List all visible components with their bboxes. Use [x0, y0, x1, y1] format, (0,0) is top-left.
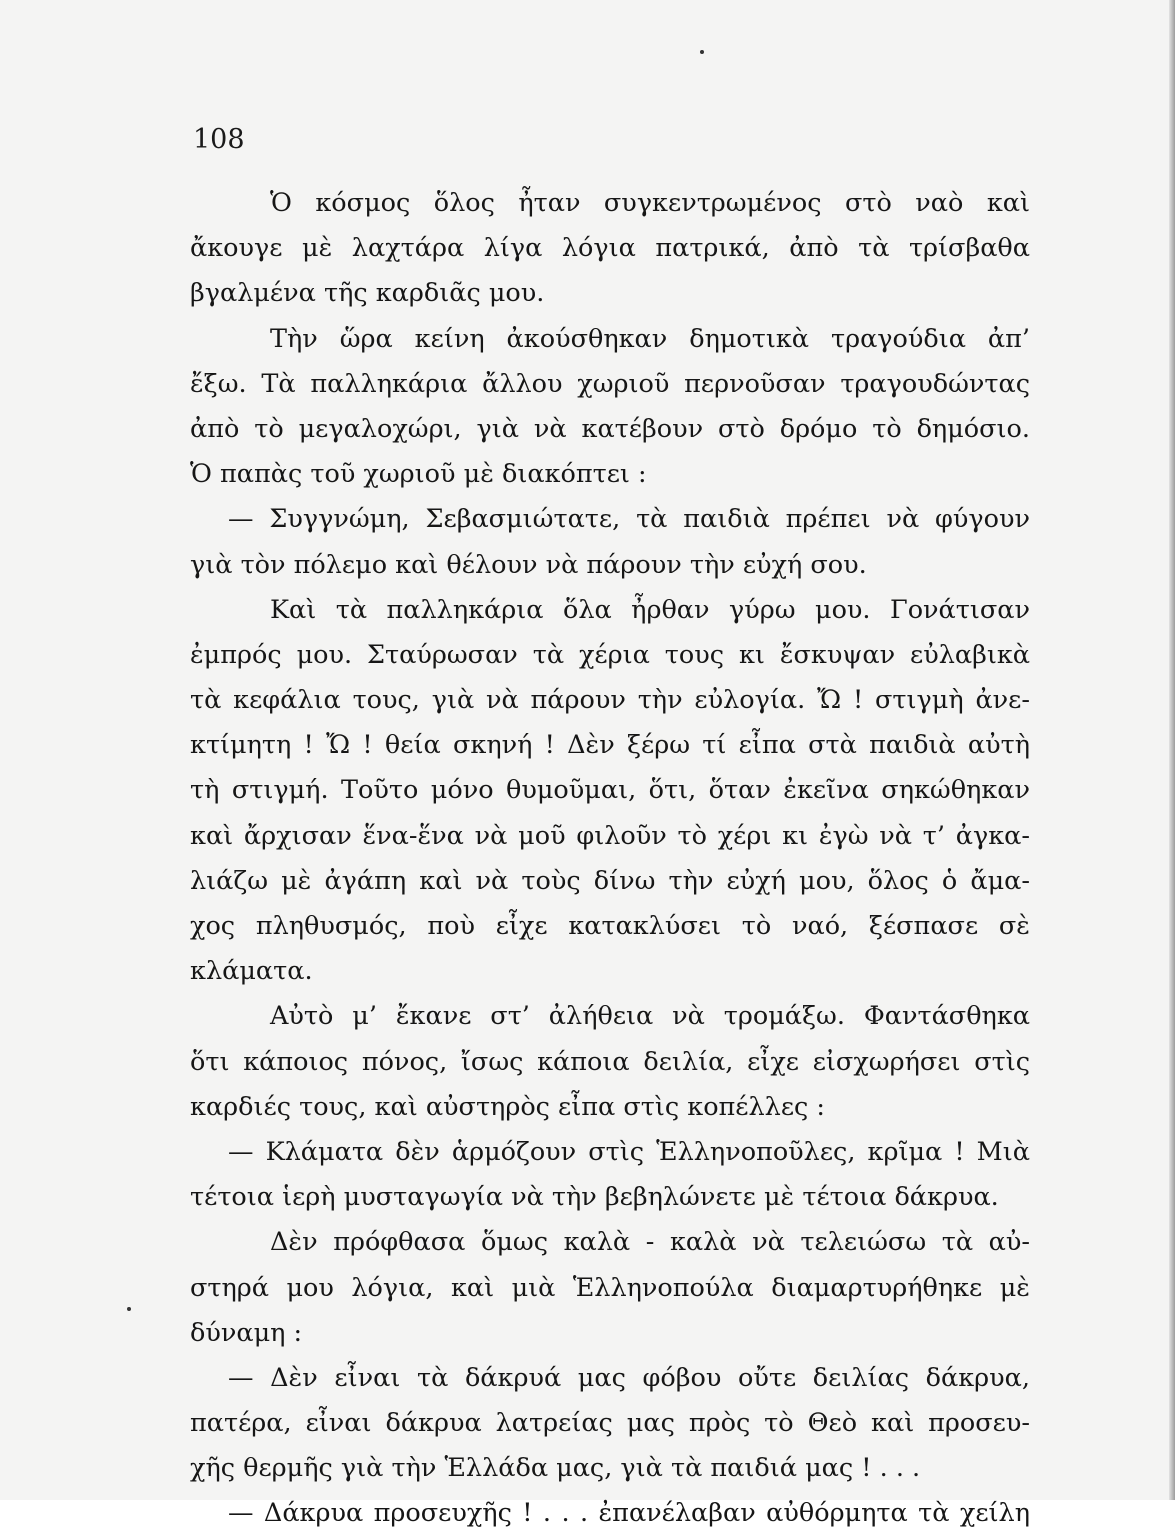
text-line: — Συγγνώμη, Σεβασμιώτατε, τὰ παιδιὰ πρέπει νὰ φύγουν	[228, 504, 1030, 535]
text-line: κλάματα.	[190, 956, 313, 987]
scan-speck	[127, 1307, 131, 1311]
text-line: χος πληθυσμός, ποὺ εἶχε κατακλύσει τὸ ναό, ξέσπασε σὲ	[190, 911, 1030, 941]
page-number: 108	[193, 124, 245, 155]
text-line: τὰ κεφάλια τους, γιὰ νὰ πάρουν τὴν εὐλογία. Ὤ ! στιγμὴ ἀνε-	[190, 685, 1030, 716]
text-line: τὴ στιγμή. Τοῦτο μόνο θυμοῦμαι, ὅτι, ὅταν ἐκεῖνα σηκώθηκαν	[190, 775, 1030, 806]
text-line: Καὶ τὰ παλληκάρια ὅλα ἦρθαν γύρω μου. Γονάτισαν	[270, 594, 1030, 625]
text-line: τέτοια ἱερὴ μυσταγωγία νὰ τὴν βεβηλώνετε μὲ τέτοια δάκρυα.	[190, 1182, 999, 1213]
text-line: Τὴν ὥρα κείνη ἀκούσθηκαν δημοτικὰ τραγούδια ἀπ’	[270, 323, 1030, 354]
text-line: στηρά μου λόγια, καὶ μιὰ Ἑλληνοπούλα διαμαρτυρήθηκε μὲ	[190, 1272, 1030, 1303]
text-line: — Δὲν εἶναι τὰ δάκρυά μας φόβου οὔτε δειλίας δάκρυα,	[228, 1362, 1030, 1393]
text-line: ἄκουγε μὲ λαχτάρα λίγα λόγια πατρικά, ἀπὸ τὰ τρίσβαθα	[190, 233, 1030, 264]
text-line: Ὁ παπὰς τοῦ χωριοῦ μὲ διακόπτει :	[190, 459, 647, 490]
text-line: καρδιές τους, καὶ αὐστηρὸς εἶπα στὶς κοπέλλες :	[190, 1091, 826, 1122]
text-line: βγαλμένα τῆς καρδιᾶς μου.	[190, 278, 545, 309]
text-line: ὅτι κάποιος πόνος, ἴσως κάποια δειλία, εἶχε εἰσχωρήσει στὶς	[190, 1046, 1030, 1077]
text-line: δύναμη :	[190, 1317, 303, 1348]
text-line: πατέρα, εἶναι δάκρυα λατρείας μας πρὸς τὸ Θεὸ καὶ προσευ-	[190, 1408, 1030, 1439]
text-line: γιὰ τὸν πόλεμο καὶ θέλουν νὰ πάρουν τὴν εὐχή σου.	[190, 549, 867, 580]
text-line: ἔξω. Τὰ παλληκάρια ἄλλου χωριοῦ περνοῦσαν τραγουδώντας	[190, 368, 1030, 399]
text-line: Αὐτὸ μ’ ἔκανε στ’ ἀλήθεια νὰ τρομάξω. Φαντάσθηκα	[270, 1001, 1030, 1032]
text-line: ἐμπρός μου. Σταύρωσαν τὰ χέρια τους κι ἔσκυψαν εὐλαβικὰ	[190, 639, 1030, 670]
text-line: — Δάκρυα προσευχῆς ! . . . ἐπανέλαβαν αὐθόρμητα τὰ χείλη	[228, 1498, 1030, 1529]
text-line: λιάζω μὲ ἀγάπη καὶ νὰ τοὺς δίνω τὴν εὐχή μου, ὅλος ὁ ἄμα-	[190, 865, 1030, 896]
text-line: Δὲν πρόφθασα ὅμως καλὰ - καλὰ νὰ τελειώσω τὰ αὐ-	[270, 1227, 1030, 1258]
page-edge-shadow	[1169, 0, 1175, 1500]
text-line: χῆς θερμῆς γιὰ τὴν Ἑλλάδα μας, γιὰ τὰ παιδιά μας ! . . .	[190, 1453, 921, 1484]
text-line: — Κλάματα δὲν ἁρμόζουν στὶς Ἑλληνοποῦλες, κρῖμα ! Μιὰ	[228, 1136, 1030, 1167]
text-line: ἀπὸ τὸ μεγαλοχώρι, γιὰ νὰ κατέβουν στὸ δρόμο τὸ δημόσιο.	[190, 413, 1030, 444]
text-line: Ὁ κόσμος ὅλος ἦταν συγκεντρωμένος στὸ ναὸ καὶ	[270, 188, 1030, 218]
text-line: καὶ ἄρχισαν ἕνα-ἕνα νὰ μοῦ φιλοῦν τὸ χέρι κι ἐγὼ νὰ τ’ ἀγκα-	[190, 820, 1030, 851]
scan-speck	[700, 50, 704, 54]
body-text	[190, 181, 1030, 1537]
text-line: κτίμητη ! Ὤ ! θεία σκηνή ! Δὲν ξέρω τί εἶπα στὰ παιδιὰ αὐτὴ	[190, 730, 1030, 761]
